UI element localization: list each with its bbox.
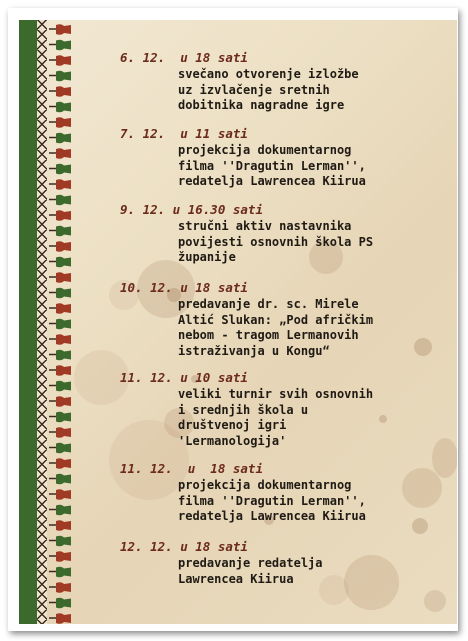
event-date: 11. 12. u 18 sati: [120, 461, 263, 476]
event-date: 6. 12. u 18 sati: [120, 50, 248, 65]
event-date: 9. 12. u 16.30 sati: [120, 202, 263, 217]
event-description-line: Altić Slukan: „Pod afričkim: [178, 312, 374, 327]
event-description-line: predavanje redatelja: [178, 556, 323, 570]
event-description-line: projekcija dokumentarnog: [178, 478, 352, 492]
event-description-line: filma ''Dragutin Lerman'',: [178, 493, 366, 508]
event-date: 12. 12. u 18 sati: [120, 539, 248, 554]
event-description-line: veliki turnir svih osnovnih: [178, 387, 374, 401]
event-description: [178, 143, 366, 190]
poster-frame: [8, 8, 458, 631]
event-description-line: dobitnika nagradne igre: [178, 98, 345, 112]
event-description-line: nebom - tragom Lermanovih: [178, 328, 359, 342]
event-date: 11. 12. u 10 sati: [120, 370, 248, 385]
event-description: [178, 478, 366, 525]
event-date: 7. 12. u 11 sati: [120, 126, 248, 141]
event-description: [178, 556, 323, 587]
event-description-line: redatelja Lawrencea Kiirua: [178, 509, 366, 523]
event-date: 10. 12. u 18 sati: [120, 280, 248, 295]
event-description-line: i srednjih škola u: [178, 402, 309, 417]
event-description-line: stručni aktiv nastavnika: [178, 219, 352, 233]
event-description-line: svečano otvorenje izložbe: [178, 67, 359, 81]
event-description-line: predavanje dr. sc. Mirele: [178, 297, 359, 311]
event-description-line: 'Lermanologija': [178, 433, 287, 448]
event-description-line: Lawrencea Kiirua: [178, 571, 294, 586]
event-description-line: povijesti osnovnih škola PS: [178, 234, 374, 249]
event-description: [178, 297, 373, 359]
event-description-line: redatelja Lawrencea Kiirua: [178, 174, 366, 188]
event-description-line: filma ''Dragutin Lerman'',: [178, 158, 366, 173]
event-description-line: društvenoj igri: [178, 418, 287, 432]
event-description-line: projekcija dokumentarnog: [178, 143, 352, 157]
event-description-line: županije: [178, 250, 236, 264]
event-schedule: [19, 20, 457, 624]
event-description: [178, 67, 359, 114]
event-description: [178, 387, 373, 449]
event-description-line: uz izvlačenje sretnih: [178, 82, 330, 97]
event-description-line: istraživanja u Kongu“: [178, 343, 330, 358]
parchment-background: [19, 20, 457, 624]
event-description: [178, 219, 373, 266]
